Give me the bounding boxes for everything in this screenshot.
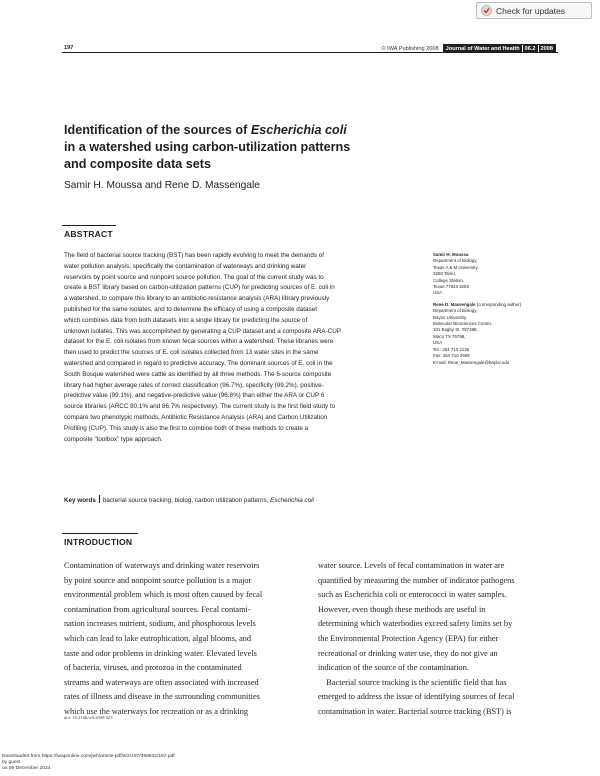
introduction-rule	[62, 533, 138, 534]
download-by: by guest	[2, 760, 21, 765]
article-title	[64, 122, 444, 173]
doi[interactable]: doi: 10.2166/wh.2008.023	[64, 715, 113, 720]
corresponding-note: (corresponding author)	[475, 301, 522, 307]
author2-address: USA	[433, 340, 443, 346]
introduction-heading: INTRODUCTION	[64, 537, 133, 547]
body-line: contamination in water. Bacterial source tracking (BST) is	[318, 706, 512, 716]
header-rule	[62, 52, 558, 53]
author2-address: Baylor University,	[433, 314, 467, 320]
journal-year: 2008	[540, 45, 553, 52]
body-line: environmental problem which is most often caused by fecal	[64, 590, 263, 600]
body-line: taste and odor problems in drinking water. Elevated levels	[64, 648, 257, 658]
author1-name: Samir H. Moussa	[433, 252, 469, 257]
author1-address: College Station,	[433, 277, 464, 283]
abstract-line: Profiling (CUP). This study is also the first to combine both of these methods to create a	[64, 424, 309, 432]
author2-phone: Tel.: 254 710 2136	[433, 346, 470, 352]
body-line: which can lead to lake eutrophication, algal blooms, and	[64, 633, 252, 643]
author2-name: Rene D. Massengale	[433, 301, 476, 307]
abstract-body	[64, 251, 420, 445]
keywords-list: bacterial source tracking, biolog, carbon utilization patterns,	[102, 497, 271, 504]
author1-address: Texas 77843 3258,	[433, 284, 471, 290]
author1-address: 3258 Tamu,	[433, 271, 456, 277]
title-line-1: Identification of the sources of	[64, 123, 251, 137]
author2-address: Department of Biology,	[433, 308, 478, 314]
abstract-line: published for the same isolates, and to determine the efficacy of using a composite dataset	[64, 305, 317, 313]
abstract-line: predictive value (99.1%), and negative-predictive value (96.8%) than either the ARA or CUP 6	[64, 392, 325, 400]
author2-fax: Fax: 254 710 2969	[433, 353, 470, 359]
abstract-line: watershed and compared in regard to predictive accuracy. The dominant sources of E. coli in the	[64, 359, 333, 367]
body-line: nation increases nutrient, sodium, and phosphorous levels	[64, 619, 256, 629]
keywords-italic: Escherichia coli	[270, 497, 314, 504]
body-line: indication of the source of the contamination.	[318, 663, 469, 673]
body-line: Contamination of waterways and drinking water reservoirs	[64, 561, 260, 570]
title-organism: Escherichia coli	[250, 123, 347, 137]
title-line-2: in a watershed using carbon-utilization patterns	[64, 140, 351, 154]
page-number: 197	[64, 45, 74, 51]
journal-volume: 06.2	[524, 45, 536, 52]
author2-address: Molecular Biosciences Center,	[433, 321, 493, 327]
abstract-line: then used to predict the sources of E. coli isolates collected from 13 water sites in the same	[64, 349, 319, 357]
keywords	[64, 495, 314, 504]
abstract-line: create a BST library based on carbon-utilization patterns (CUP) for predicting sources of E. coli in	[64, 284, 335, 292]
abstract-line: a watershed, to compare this library to an antibiotic-resistance analysis (ARA) library previously	[64, 295, 330, 303]
download-url[interactable]: Downloaded from https://iwaponline.com/jwh/article-pdf/6/2/197/398832/197.pdf	[2, 754, 175, 759]
body-line: of bacteria, viruses, and protozoa in the contaminated	[64, 663, 242, 673]
abstract-line: compare two phenotypic methods, Antibiotic Resistance Analysis (ARA) and Carbon Utilization	[64, 413, 328, 421]
affiliations	[433, 252, 563, 366]
body-line: recreational or drinking water use, they do not give an	[318, 648, 498, 658]
body-line: streams and waterways are often associated with increased	[64, 677, 259, 687]
update-badge-icon	[481, 5, 492, 16]
body-line: contamination from agricultural sources. Fecal contami-	[64, 604, 251, 614]
abstract-line: unknown isolates. This was accomplished by generating a CUP dataset and a composite ARA-CUP	[64, 327, 341, 335]
body-line: emerged to address the issue of identifying sources of fecal	[318, 692, 515, 702]
body-line: which use the waterways for recreation or as a drinking	[64, 706, 249, 716]
body-line: determining which waterbodies exceed safety limits set by	[318, 619, 513, 629]
publisher-notice: © IWA Publishing 2008	[381, 45, 439, 52]
body-line: Bacterial source tracking is the scientific field that has	[318, 677, 507, 687]
keywords-label: Key words	[64, 497, 96, 504]
author2-address: 101 Bagby St. #97388,	[433, 327, 478, 333]
abstract-line: reservoirs by point source and nonpoint source pollution. The goal of the current study was to	[64, 273, 324, 281]
abstract-line: which combines data from both datasets into a single library for predicting the source of	[64, 316, 308, 324]
body-line: the Environmental Protection Agency (EPA) for either	[318, 633, 499, 643]
check-for-updates-label: Check for updates	[496, 5, 565, 16]
abstract-line: South Bosque watershed were cattle as identified by all three methods. The 6-source composite	[64, 370, 332, 378]
download-footer	[2, 754, 175, 772]
abstract-line: source libraries (ARCC 80.1% and 86.7% respectively). The current study is the first field study to	[64, 403, 336, 411]
author2-email[interactable]: E-mail: Rene_Massengale@baylor.edu	[433, 359, 510, 365]
check-for-updates-button[interactable]	[476, 2, 592, 19]
abstract-rule	[62, 225, 116, 226]
body-line: rates of illness and disease in the surrounding communities	[64, 692, 260, 702]
body-line: water source. Levels of fecal contamination in water are	[318, 561, 505, 570]
abstract-line: water pollution analysis, specifically the contamination of waterways and drinking water	[64, 262, 307, 270]
author1-address: Texas A & M University,	[433, 264, 479, 270]
abstract-line: composite "toolbox" type approach.	[64, 435, 163, 443]
abstract-line: library had higher average rates of correct classification (96.7%), specificity (99.2%), positive-	[64, 381, 324, 389]
author1-address: USA	[433, 290, 443, 296]
abstract-heading: ABSTRACT	[64, 229, 113, 239]
introduction-column-right	[318, 559, 558, 720]
abstract-line: dataset for the E. coli isolates from known fecal sources within a watershed. These libraries were	[64, 338, 334, 346]
body-line: such as Escherichia coli or enterococci in water samples.	[318, 590, 507, 600]
journal-name: Journal of Water and Health	[445, 45, 520, 52]
title-line-3: and composite data sets	[64, 157, 211, 171]
body-line: However, even though these methods are useful in	[318, 604, 486, 614]
download-date: on 09 December 2024	[2, 766, 51, 771]
author1-address: Department of Biology,	[433, 258, 478, 264]
abstract-line: The field of bacterial source tracking (BST) has been rapidly evolving to meet the demands of	[64, 252, 325, 259]
introduction-column-left	[64, 559, 304, 720]
author2-address: Waco TX 76798,	[433, 333, 466, 339]
body-line: by point source and nonpoint source pollution is a major	[64, 575, 252, 585]
authors: Samir H. Moussa and Rene D. Massengale	[64, 180, 260, 191]
body-line: quantified by measuring the number of indicator pathogens	[318, 575, 515, 585]
